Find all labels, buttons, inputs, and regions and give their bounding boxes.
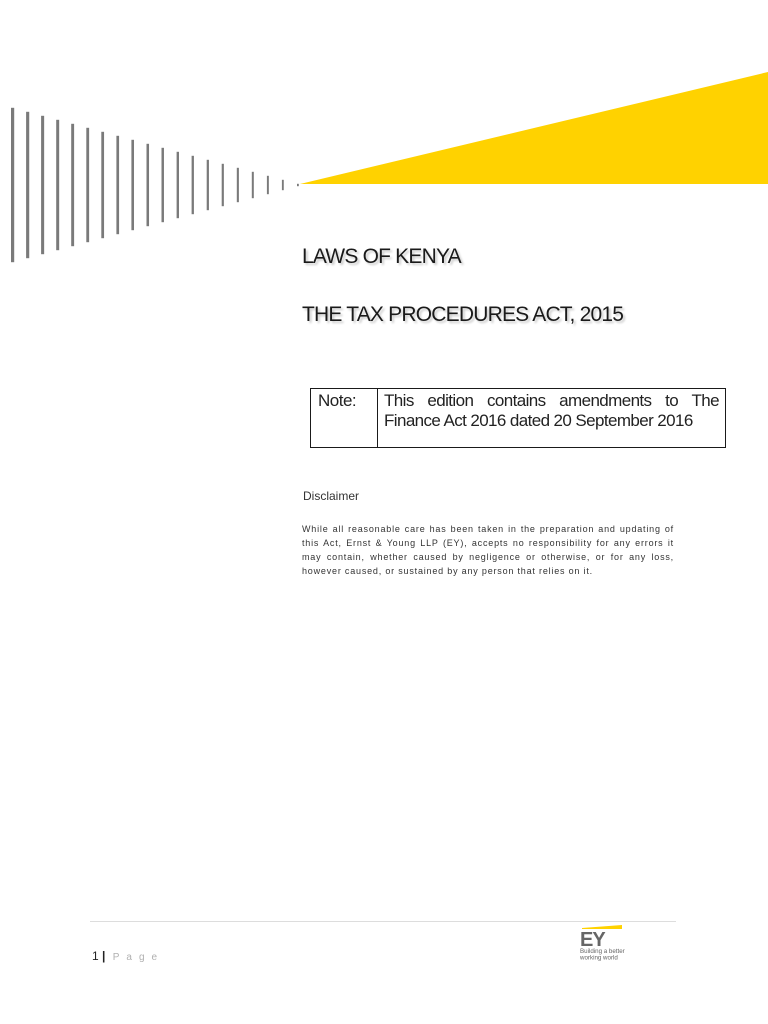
page-word: Page: [112, 952, 165, 963]
page-number: 1: [92, 949, 99, 963]
decorative-stripe: [192, 156, 194, 214]
note-text: This edition contains amendments to The Finance Act 2016 dated 20 September 2016: [384, 391, 719, 430]
decorative-stripe: [177, 152, 179, 218]
decorative-stripe: [101, 132, 104, 238]
decorative-stripe: [56, 120, 59, 250]
decorative-stripe: [222, 164, 224, 206]
ey-logo: [578, 924, 648, 964]
note-label: Note:: [311, 389, 378, 447]
decorative-stripe: [41, 116, 44, 254]
disclaimer-heading: Disclaimer: [303, 489, 360, 503]
document-title-act-name: THE TAX PROCEDURES ACT, 2015: [302, 303, 624, 326]
yellow-beam: [300, 72, 768, 184]
decorative-stripe: [131, 140, 134, 230]
decorative-stripe: [116, 136, 119, 234]
document-title-laws-of-kenya: LAWS OF KENYA: [302, 245, 461, 268]
decorative-stripe: [11, 108, 14, 262]
decorative-stripe: [71, 124, 74, 246]
decorative-stripe: [86, 128, 89, 242]
page-footer: [92, 949, 164, 963]
decorative-stripes: [11, 108, 299, 262]
page-separator: |: [102, 949, 106, 963]
decorative-stripe: [26, 112, 29, 258]
decorative-stripe: [207, 160, 209, 210]
ey-logo-tagline-line1: Building a better: [580, 948, 625, 955]
decorative-stripe: [162, 148, 164, 222]
decorative-stripe: [282, 180, 284, 190]
decorative-stripe: [267, 176, 269, 194]
disclaimer-body: While all reasonable care has been taken in the preparation and updating of this Act, Ernst & Young LLP (EY), accepts no responsibility for any errors it may contain, whether caused by negligence or otherwise, or for any loss, however caused, or sustained by any person that relies on it.: [302, 524, 674, 576]
decorative-stripe: [252, 172, 254, 198]
note-box: [310, 388, 726, 448]
ey-logo-mark: EY: [580, 929, 605, 951]
decorative-stripe: [237, 168, 239, 202]
decorative-stripe: [147, 144, 150, 226]
ey-logo-tagline-line2: working world: [580, 954, 618, 962]
footer-divider: [90, 921, 676, 922]
decorative-stripe: [297, 184, 299, 186]
